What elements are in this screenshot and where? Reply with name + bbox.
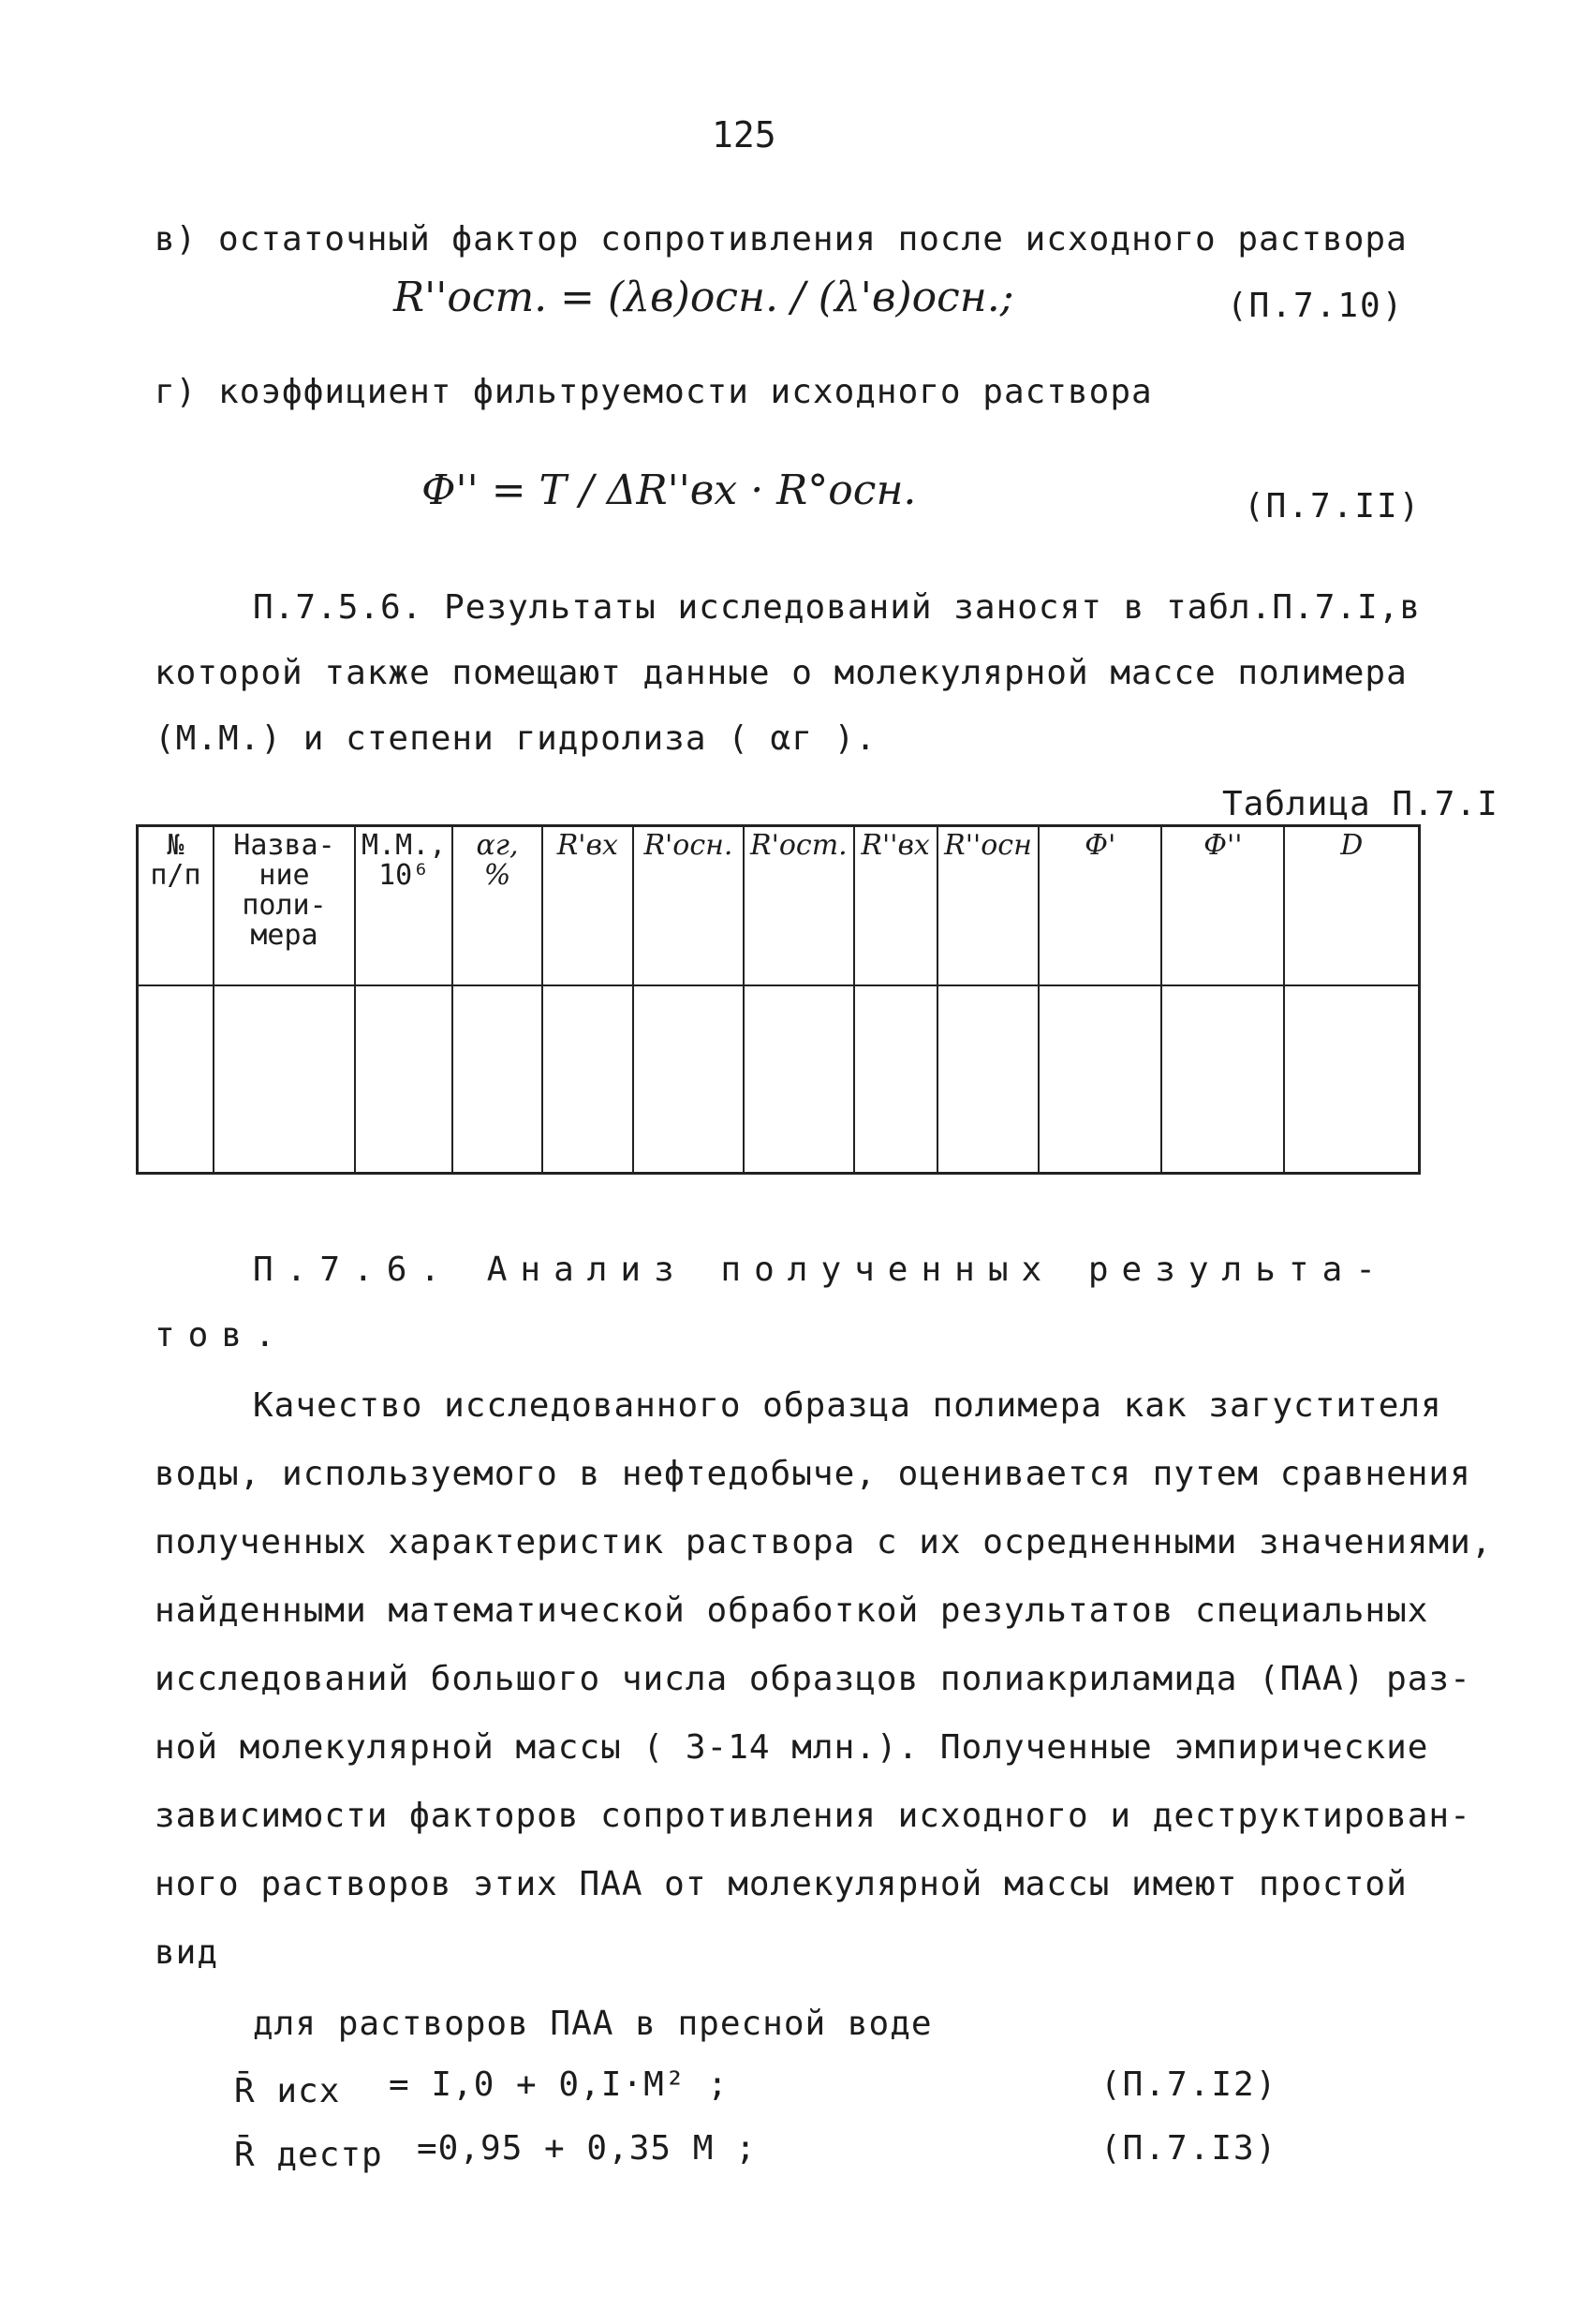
formula-12-number: (П.7.I2): [1100, 2065, 1278, 2104]
table-header-row: [138, 826, 1420, 986]
item-g-text: г) коэффициент фильтруемости исходного раствора: [155, 373, 1153, 411]
col-header-d: D: [1284, 826, 1419, 986]
item-v-text: в) остаточный фактор сопротивления после исходного раствора: [155, 220, 1408, 259]
col-header-hydrolysis: αг, %: [452, 826, 541, 986]
formula-13-number: (П.7.I3): [1100, 2129, 1278, 2168]
col-header-number: № п/п: [138, 826, 214, 986]
body-line-3: полученных характеристик раствора с их осредненными значениями,: [155, 1523, 1493, 1562]
table-cell: [138, 985, 214, 1174]
body-line-2: воды, используемого в нефтедобыче, оценивается путем сравнения: [155, 1455, 1471, 1493]
col-header-phi-2: Ф'': [1161, 826, 1284, 986]
table-cell: [937, 985, 1040, 1174]
col-header-r-in-1: R'вх: [542, 826, 633, 986]
formula-13-lhs: R̄ дестр: [234, 2136, 383, 2174]
body-line-5: исследований большого числа образцов полиакриламида (ПАА) раз-: [155, 1660, 1471, 1698]
table-caption: Таблица П.7.I: [1222, 785, 1498, 823]
results-table: [136, 824, 1421, 1175]
body-line-4: найденными математической обработкой результатов специальных: [155, 1591, 1429, 1630]
section-heading-line-1: П.7.6. Анализ полученных результа-: [253, 1251, 1389, 1289]
table-cell: [355, 985, 452, 1174]
formula-10-number: (П.7.10): [1227, 287, 1405, 325]
table-cell: [1284, 985, 1419, 1174]
col-header-r-residual-1: R'ост.: [744, 826, 854, 986]
col-header-r-main-1: R'осн.: [633, 826, 744, 986]
table-cell: [214, 985, 355, 1174]
body-line-1: Качество исследованного образца полимера как загустителя: [253, 1386, 1442, 1425]
formula-12-rhs: = I,0 + 0,I·M² ;: [389, 2065, 729, 2104]
body-line-8: ного растворов этих ПАА от молекулярной массы имеют простой: [155, 1865, 1408, 1903]
formula-10: R''ост. = (λв)осн. / (λ'в)осн.;: [393, 274, 1014, 321]
table-cell: [452, 985, 541, 1174]
table-row: [138, 985, 1420, 1174]
col-header-r-in-2: R''вх: [854, 826, 937, 986]
col-header-polymer-name: Назва- ние поли- мера: [214, 826, 355, 986]
table-cell: [542, 985, 633, 1174]
table-cell: [633, 985, 744, 1174]
fresh-water-label: для растворов ПАА в пресной воде: [253, 2005, 933, 2043]
col-header-molecular-mass: М.М., 10⁶: [355, 826, 452, 986]
para-line-1: П.7.5.6. Результаты исследований заносят в табл.П.7.I,в: [253, 588, 1422, 627]
table-cell: [1161, 985, 1284, 1174]
table-cell: [854, 985, 937, 1174]
section-heading-line-2: тов.: [155, 1316, 288, 1354]
formula-13-rhs: =0,95 + 0,35 M ;: [417, 2129, 757, 2168]
para-line-2: которой также помещают данные о молекулярной массе полимера: [155, 654, 1408, 692]
table-cell: [744, 985, 854, 1174]
formula-11: Ф'' = T / ΔR''вх · R°осн.: [421, 466, 917, 514]
body-line-7: зависимости факторов сопротивления исходного и деструктирован-: [155, 1797, 1471, 1835]
col-header-phi-1: Ф': [1039, 826, 1161, 986]
formula-12-lhs: R̄ исх: [234, 2072, 341, 2110]
col-header-r-main-2: R''осн: [937, 826, 1040, 986]
formula-11-number: (П.7.II): [1244, 487, 1422, 525]
page-number: 125: [712, 114, 776, 155]
table-cell: [1039, 985, 1161, 1174]
body-line-9: вид: [155, 1933, 219, 1972]
body-line-6: ной молекулярной массы ( 3-14 млн.). Полученные эмпирические: [155, 1728, 1429, 1767]
para-line-3: (М.М.) и степени гидролиза ( αг ).: [155, 719, 877, 758]
